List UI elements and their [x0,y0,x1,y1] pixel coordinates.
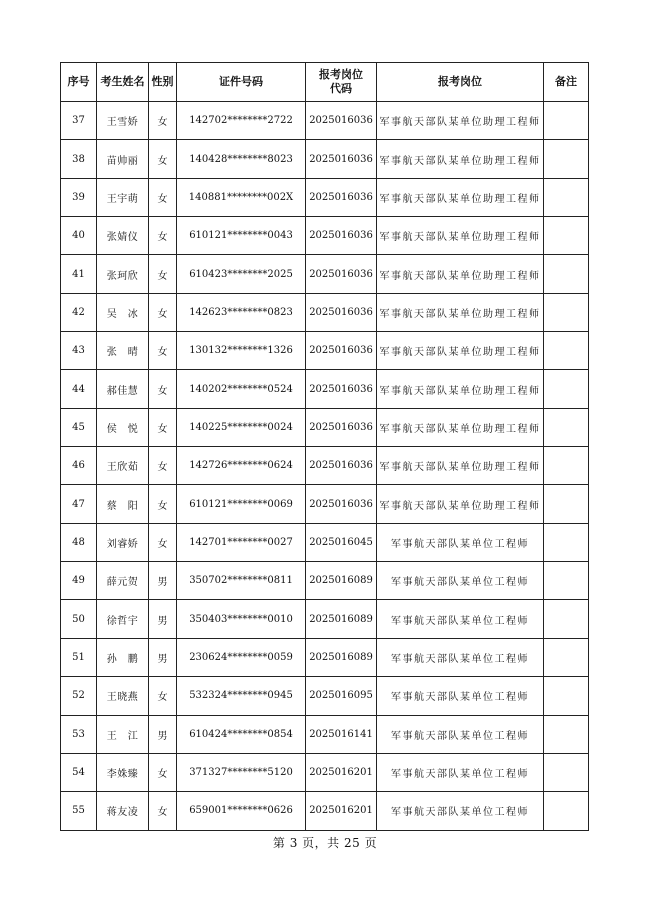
cell-code: 2025016089 [306,638,377,676]
cell-seq: 45 [61,408,97,446]
cell-position: 军事航天部队某单位工程师 [377,792,544,830]
table-row [61,677,589,715]
cell-seq: 52 [61,677,97,715]
header-position: 报考岗位 [377,63,544,102]
cell-name: 王雪娇 [97,102,149,140]
cell-remark [544,408,589,446]
cell-id: 350702********0811 [177,562,306,600]
table-row [61,638,589,676]
cell-id: 230624********0059 [177,638,306,676]
cell-id: 140428********8023 [177,140,306,178]
cell-code: 2025016036 [306,332,377,370]
table-row [61,217,589,255]
header-code [306,63,377,102]
cell-gender: 男 [149,715,177,753]
cell-name: 张珂欣 [97,255,149,293]
table-row [61,255,589,293]
cell-position: 军事航天部队某单位助理工程师 [377,447,544,485]
cell-remark [544,140,589,178]
cell-position: 军事航天部队某单位助理工程师 [377,178,544,216]
cell-gender: 女 [149,485,177,523]
cell-name: 王晓燕 [97,677,149,715]
cell-name: 蒋友凌 [97,792,149,830]
cell-position: 军事航天部队某单位助理工程师 [377,332,544,370]
cell-gender: 女 [149,102,177,140]
header-gender: 性别 [149,63,177,102]
cell-id: 532324********0945 [177,677,306,715]
cell-gender: 女 [149,217,177,255]
cell-id: 350403********0010 [177,600,306,638]
header-code-line2: 代码 [330,82,352,95]
cell-id: 140202********0524 [177,370,306,408]
cell-remark [544,562,589,600]
table-row [61,485,589,523]
cell-code: 2025016095 [306,677,377,715]
cell-gender: 女 [149,370,177,408]
table-row [61,600,589,638]
page-footer: 第 3 页，共 25 页 [272,836,378,850]
cell-id: 140881********002X [177,178,306,216]
cell-remark [544,102,589,140]
cell-id: 142623********0823 [177,293,306,331]
cell-seq: 49 [61,562,97,600]
cell-seq: 40 [61,217,97,255]
cell-id: 610121********0043 [177,217,306,255]
cell-name: 王欣茹 [97,447,149,485]
cell-position: 军事航天部队某单位助理工程师 [377,217,544,255]
cell-position: 军事航天部队某单位工程师 [377,753,544,791]
cell-code: 2025016036 [306,178,377,216]
cell-name: 薛元贺 [97,562,149,600]
cell-position: 军事航天部队某单位助理工程师 [377,485,544,523]
cell-id: 142726********0624 [177,447,306,485]
header-code-line1: 报考岗位 [319,68,363,81]
cell-code: 2025016036 [306,485,377,523]
cell-seq: 50 [61,600,97,638]
table-row [61,293,589,331]
cell-id: 610121********0069 [177,485,306,523]
cell-id: 659001********0626 [177,792,306,830]
cell-gender: 女 [149,255,177,293]
cell-code: 2025016201 [306,753,377,791]
cell-name: 郝佳慧 [97,370,149,408]
cell-gender: 女 [149,792,177,830]
cell-code: 2025016141 [306,715,377,753]
cell-code: 2025016045 [306,523,377,561]
cell-seq: 48 [61,523,97,561]
table-row [61,715,589,753]
table-row [61,447,589,485]
cell-gender: 男 [149,638,177,676]
cell-seq: 55 [61,792,97,830]
cell-name: 苗帅丽 [97,140,149,178]
table-row [61,140,589,178]
cell-gender: 女 [149,332,177,370]
cell-gender: 女 [149,677,177,715]
cell-id: 140225********0024 [177,408,306,446]
cell-seq: 47 [61,485,97,523]
cell-seq: 54 [61,753,97,791]
cell-name: 王 江 [97,715,149,753]
cell-seq: 51 [61,638,97,676]
cell-name: 蔡 阳 [97,485,149,523]
cell-remark [544,677,589,715]
cell-name: 吴 冰 [97,293,149,331]
cell-code: 2025016036 [306,217,377,255]
cell-id: 130132********1326 [177,332,306,370]
cell-id: 610424********0854 [177,715,306,753]
cell-name: 刘睿娇 [97,523,149,561]
table-row [61,792,589,830]
cell-seq: 39 [61,178,97,216]
cell-remark [544,178,589,216]
cell-position: 军事航天部队某单位工程师 [377,638,544,676]
cell-remark [544,447,589,485]
table-header [61,63,589,102]
cell-gender: 男 [149,600,177,638]
cell-position: 军事航天部队某单位助理工程师 [377,255,544,293]
cell-id: 142701********0027 [177,523,306,561]
cell-code: 2025016036 [306,408,377,446]
cell-remark [544,753,589,791]
cell-code: 2025016089 [306,600,377,638]
table-row [61,178,589,216]
cell-gender: 女 [149,753,177,791]
cell-seq: 41 [61,255,97,293]
cell-remark [544,638,589,676]
table-row [61,523,589,561]
header-row [61,63,589,102]
cell-gender: 女 [149,178,177,216]
cell-position: 军事航天部队某单位工程师 [377,523,544,561]
cell-remark [544,792,589,830]
cell-seq: 44 [61,370,97,408]
cell-name: 张婧仪 [97,217,149,255]
table-row [61,408,589,446]
cell-position: 军事航天部队某单位工程师 [377,677,544,715]
cell-position: 军事航天部队某单位工程师 [377,600,544,638]
cell-name: 徐哲宇 [97,600,149,638]
table-row [61,332,589,370]
cell-position: 军事航天部队某单位助理工程师 [377,293,544,331]
cell-name: 李姝臻 [97,753,149,791]
cell-gender: 女 [149,293,177,331]
cell-remark [544,255,589,293]
table-row [61,370,589,408]
cell-remark [544,523,589,561]
cell-code: 2025016036 [306,293,377,331]
cell-remark [544,485,589,523]
header-remark: 备注 [544,63,589,102]
cell-gender: 女 [149,523,177,561]
header-seq: 序号 [61,63,97,102]
cell-code: 2025016201 [306,792,377,830]
cell-code: 2025016036 [306,102,377,140]
cell-remark [544,293,589,331]
cell-remark [544,715,589,753]
cell-position: 军事航天部队某单位工程师 [377,715,544,753]
cell-seq: 53 [61,715,97,753]
table-row [61,562,589,600]
cell-remark [544,332,589,370]
cell-seq: 37 [61,102,97,140]
cell-code: 2025016036 [306,370,377,408]
cell-seq: 38 [61,140,97,178]
cell-id: 371327********5120 [177,753,306,791]
table-row [61,102,589,140]
cell-remark [544,217,589,255]
table-body [61,102,589,831]
cell-name: 张 晴 [97,332,149,370]
cell-position: 军事航天部队某单位助理工程师 [377,408,544,446]
cell-name: 侯 悦 [97,408,149,446]
cell-code: 2025016036 [306,447,377,485]
cell-seq: 46 [61,447,97,485]
cell-seq: 42 [61,293,97,331]
header-id: 证件号码 [177,63,306,102]
cell-code: 2025016036 [306,140,377,178]
cell-position: 军事航天部队某单位助理工程师 [377,102,544,140]
cell-position: 军事航天部队某单位工程师 [377,562,544,600]
cell-remark [544,600,589,638]
table-row [61,753,589,791]
cell-code: 2025016036 [306,255,377,293]
cell-code: 2025016089 [306,562,377,600]
cell-remark [544,370,589,408]
cell-gender: 女 [149,447,177,485]
cell-position: 军事航天部队某单位助理工程师 [377,140,544,178]
cell-id: 142702********2722 [177,102,306,140]
cell-gender: 女 [149,408,177,446]
cell-gender: 男 [149,562,177,600]
cell-position: 军事航天部队某单位助理工程师 [377,370,544,408]
candidate-table [60,62,589,831]
header-name: 考生姓名 [97,63,149,102]
cell-name: 孙 鹏 [97,638,149,676]
cell-gender: 女 [149,140,177,178]
cell-id: 610423********2025 [177,255,306,293]
cell-name: 王宇萌 [97,178,149,216]
cell-seq: 43 [61,332,97,370]
